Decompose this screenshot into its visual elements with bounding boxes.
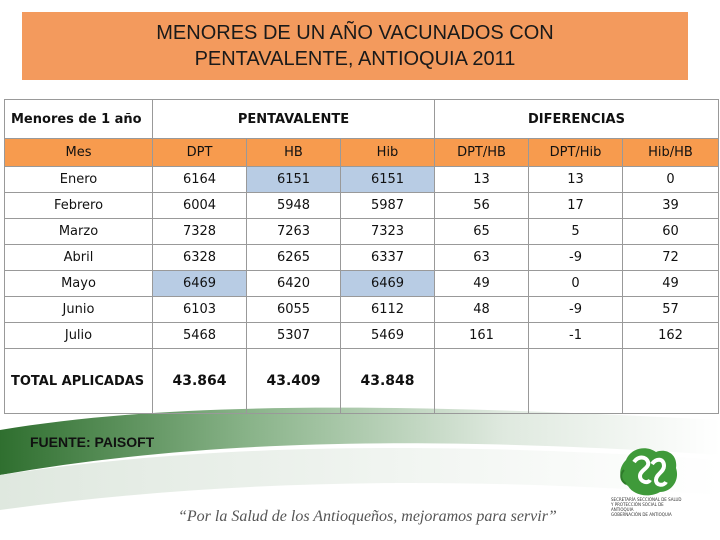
- table-row: [5, 219, 719, 245]
- col-header-dpt-hb: DPT/HB: [435, 139, 529, 167]
- table-row: [5, 167, 719, 193]
- cell-mes: Julio: [5, 323, 153, 349]
- total-hib-hb-empty: [623, 349, 719, 414]
- cell-dpt-hib: 0: [529, 271, 623, 297]
- cell-hib-hb: 39: [623, 193, 719, 219]
- cell-mes: Mayo: [5, 271, 153, 297]
- cell-dpt: 6469: [153, 271, 247, 297]
- cell-dpt: 6103: [153, 297, 247, 323]
- cell-dpt-hb: 63: [435, 245, 529, 271]
- cell-hib-hb: 72: [623, 245, 719, 271]
- cell-hb: 7263: [247, 219, 341, 245]
- logo-caption: [611, 497, 687, 517]
- logo-line-2: Y PROTECCIÓN SOCIAL DE ANTIOQUIA: [611, 502, 664, 512]
- total-hb: 43.409: [247, 349, 341, 414]
- cell-hb: 6055: [247, 297, 341, 323]
- col-header-hib: Hib: [341, 139, 435, 167]
- cell-hib: 5469: [341, 323, 435, 349]
- cell-hib: 6337: [341, 245, 435, 271]
- cell-dpt-hb: 65: [435, 219, 529, 245]
- col-header-dpt-hib: DPT/Hib: [529, 139, 623, 167]
- cell-hib: 5987: [341, 193, 435, 219]
- cell-hib-hb: 49: [623, 271, 719, 297]
- logo-line-3: GOBERNACIÓN DE ANTIOQUIA: [611, 512, 672, 517]
- cell-dpt-hib: -9: [529, 297, 623, 323]
- table-column-header: [5, 139, 719, 167]
- cell-mes: Abril: [5, 245, 153, 271]
- total-dpt-hib-empty: [529, 349, 623, 414]
- col-header-hb: HB: [247, 139, 341, 167]
- cell-dpt-hb: 13: [435, 167, 529, 193]
- cell-hib: 6112: [341, 297, 435, 323]
- total-dpt-hb-empty: [435, 349, 529, 414]
- cell-hib: 7323: [341, 219, 435, 245]
- title-line-2: PENTAVALENTE, ANTIOQUIA 2011: [194, 48, 516, 70]
- cell-dpt: 6004: [153, 193, 247, 219]
- cell-mes: Marzo: [5, 219, 153, 245]
- total-dpt: 43.864: [153, 349, 247, 414]
- table-row: [5, 323, 719, 349]
- table-row: [5, 193, 719, 219]
- slogan: “Por la Salud de los Antioqueños, mejoramos para servir”: [178, 508, 557, 525]
- cell-hib-hb: 57: [623, 297, 719, 323]
- cell-dpt-hib: 5: [529, 219, 623, 245]
- col-header-dpt: DPT: [153, 139, 247, 167]
- source-note: FUENTE: PAISOFT: [30, 434, 155, 450]
- vaccination-table: [4, 99, 719, 414]
- cell-mes: Febrero: [5, 193, 153, 219]
- cell-hib-hb: 162: [623, 323, 719, 349]
- title-line-1: MENORES DE UN AÑO VACUNADOS CON: [156, 22, 554, 44]
- pentavalente-header: PENTAVALENTE: [153, 100, 435, 139]
- cell-dpt: 6164: [153, 167, 247, 193]
- cell-dpt-hb: 49: [435, 271, 529, 297]
- logo-line-1: SECRETARÍA SECCIONAL DE SALUD: [611, 497, 682, 502]
- total-hib: 43.848: [341, 349, 435, 414]
- diferencias-header: DIFERENCIAS: [435, 100, 719, 139]
- cell-dpt: 6328: [153, 245, 247, 271]
- total-label: TOTAL APLICADAS: [5, 349, 153, 414]
- col-header-mes: Mes: [5, 139, 153, 167]
- cell-dpt-hb: 56: [435, 193, 529, 219]
- cell-dpt: 5468: [153, 323, 247, 349]
- cell-dpt-hb: 161: [435, 323, 529, 349]
- cell-hib: 6469: [341, 271, 435, 297]
- cell-hb: 5948: [247, 193, 341, 219]
- group-label: Menores de 1 año: [5, 100, 153, 139]
- cell-dpt-hib: 13: [529, 167, 623, 193]
- cell-hb: 5307: [247, 323, 341, 349]
- cell-mes: Junio: [5, 297, 153, 323]
- table-group-header: [5, 100, 719, 139]
- cell-dpt-hb: 48: [435, 297, 529, 323]
- col-header-hib-hb: Hib/HB: [623, 139, 719, 167]
- cell-hib-hb: 0: [623, 167, 719, 193]
- cell-hb: 6420: [247, 271, 341, 297]
- cell-hb: 6265: [247, 245, 341, 271]
- cell-hib: 6151: [341, 167, 435, 193]
- table-row: [5, 271, 719, 297]
- cell-hb: 6151: [247, 167, 341, 193]
- table-row: [5, 245, 719, 271]
- cell-dpt-hib: 17: [529, 193, 623, 219]
- cell-dpt-hib: -9: [529, 245, 623, 271]
- cell-mes: Enero: [5, 167, 153, 193]
- cell-dpt: 7328: [153, 219, 247, 245]
- cell-hib-hb: 60: [623, 219, 719, 245]
- table-row: [5, 297, 719, 323]
- cell-dpt-hib: -1: [529, 323, 623, 349]
- total-row: [5, 349, 719, 414]
- title-banner: [22, 12, 688, 80]
